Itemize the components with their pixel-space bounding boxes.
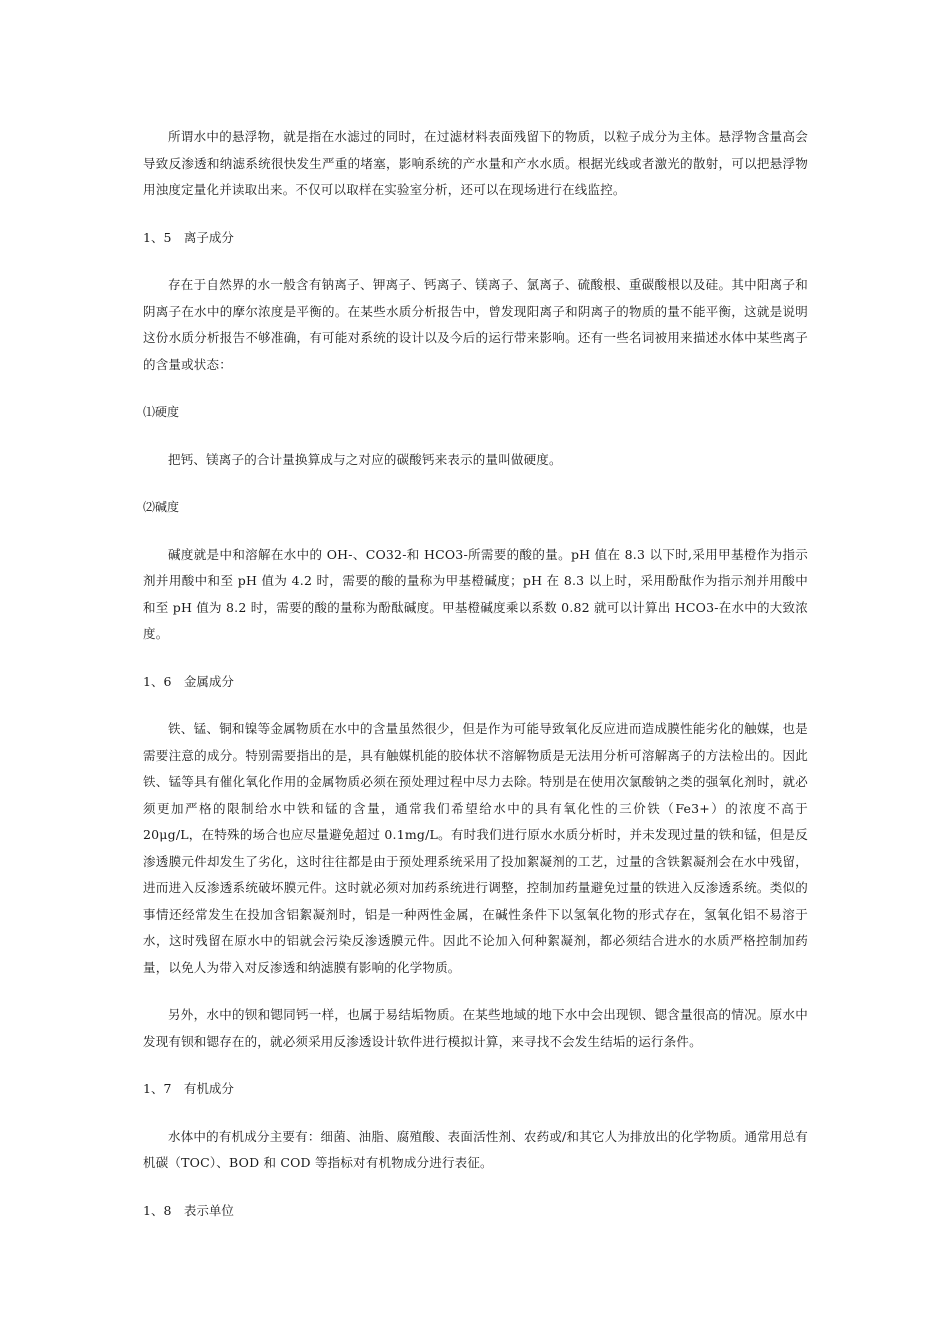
paragraph-alkalinity: 碱度就是中和溶解在水中的 OH-、CO32-和 HCO3-所需要的酸的量。pH 值在 8.3 以下时,采用甲基橙作为指示剂并用酸中和至 pH 值为 4.2 时，需要的酸的量称为甲基橙碱度；pH 在 8.3 以上时，采用酚酞作为指示剂并用酸中和至 pH 值为 8.2 时，需要的酸的量称为酚酞碱度。甲基橙碱度乘以系数 0.82 就可以计算出 HCO3-在水中的大致浓度。 — [143, 546, 808, 641]
subheading-hardness: ⑴硬度 — [143, 405, 180, 419]
paragraph-hardness: 把钙、镁离子的合计量换算成与之对应的碳酸钙来表示的量叫做硬度。 — [168, 451, 562, 467]
paragraph-ionic-components: 存在于自然界的水一般含有钠离子、钾离子、钙离子、镁离子、氯离子、硫酸根、重碳酸根以及硅。其中阳离子和阴离子在水中的摩尔浓度是平衡的。在某些水质分析报告中，曾发现阳离子和阴离子的物质的量不能平衡，这就是说明这份水质分析报告不够准确，有可能对系统的设计以及今后的运行带来影响。还有一些名词被用来描述水体中某些离子的含量或状态： — [143, 277, 808, 372]
paragraph-suspended-solids: 所谓水中的悬浮物，就是指在水滤过的同时，在过滤材料表面残留下的物质，以粒子成分为主体。悬浮物含量高会导致反渗透和纳滤系统很快发生严重的堵塞，影响系统的产水量和产水水质。根据光线或者激光的散射，可以把悬浮物用浊度定量化并读取出来。不仅可以取样在实验室分析，还可以在现场进行在线监控。 — [143, 129, 808, 197]
section-heading-ionic-components: 1、5 离子成分 — [143, 229, 234, 245]
subheading-alkalinity: ⑵碱度 — [143, 500, 180, 514]
paragraph-metal-components: 铁、锰、铜和镍等金属物质在水中的含量虽然很少，但是作为可能导致氧化反应进而造成膜性能劣化的触媒，也是需要注意的成分。特别需要指出的是，具有触媒机能的胶体状不溶解物质是无法用分析可溶解离子的方法检出的。因此铁、锰等具有催化氧化作用的金属物质必须在预处理过程中尽力去除。特别是在使用次氯酸钠之类的强氧化剂时，就必须更加严格的限制给水中铁和锰的含量，通常我们希望给水中的具有氧化性的三价铁（Fe3+）的浓度不高于 20μg/L，在特殊的场合也应尽量避免超过 0.1mg/L。有时我们进行原水水质分析时，并未发现过量的铁和锰，但是反渗透膜元件却发生了劣化，这时往往都是由于预处理系统采用了投加絮凝剂的工艺，过量的含铁絮凝剂会在水中残留，进而进入反渗透系统破坏膜元件。这时就必须对加药系统进行调整，控制加药量避免过量的铁进入反渗透系统。类似的事情还经常发生在投加含铝絮凝剂时，铝是一种两性金属，在碱性条件下以氢氧化物的形式存在，氢氧化铝不易溶于水，这时残留在原水中的铝就会污染反渗透膜元件。因此不论加入何种絮凝剂，都必须结合进水的水质严格控制加药量，以免人为带入对反渗透和纳滤膜有影响的化学物质。 — [143, 721, 808, 975]
section-heading-units: 1、8 表示单位 — [143, 1202, 234, 1218]
document-page — [143, 124, 808, 1245]
paragraph-organic-components: 水体中的有机成分主要有：细菌、油脂、腐殖酸、表面活性剂、农药或/和其它人为排放出的化学物质。通常用总有机碳（TOC）、BOD 和 COD 等指标对有机物成分进行表征。 — [143, 1128, 808, 1170]
paragraph-barium-strontium: 另外，水中的钡和锶同钙一样，也属于易结垢物质。在某些地域的地下水中会出现钡、锶含量很高的情况。原水中发现有钡和锶存在的，就必须采用反渗透设计软件进行模拟计算，来寻找不会发生结垢的运行条件。 — [143, 1007, 808, 1049]
section-heading-metal-components: 1、6 金属成分 — [143, 673, 234, 689]
section-heading-organic-components: 1、7 有机成分 — [143, 1081, 234, 1096]
